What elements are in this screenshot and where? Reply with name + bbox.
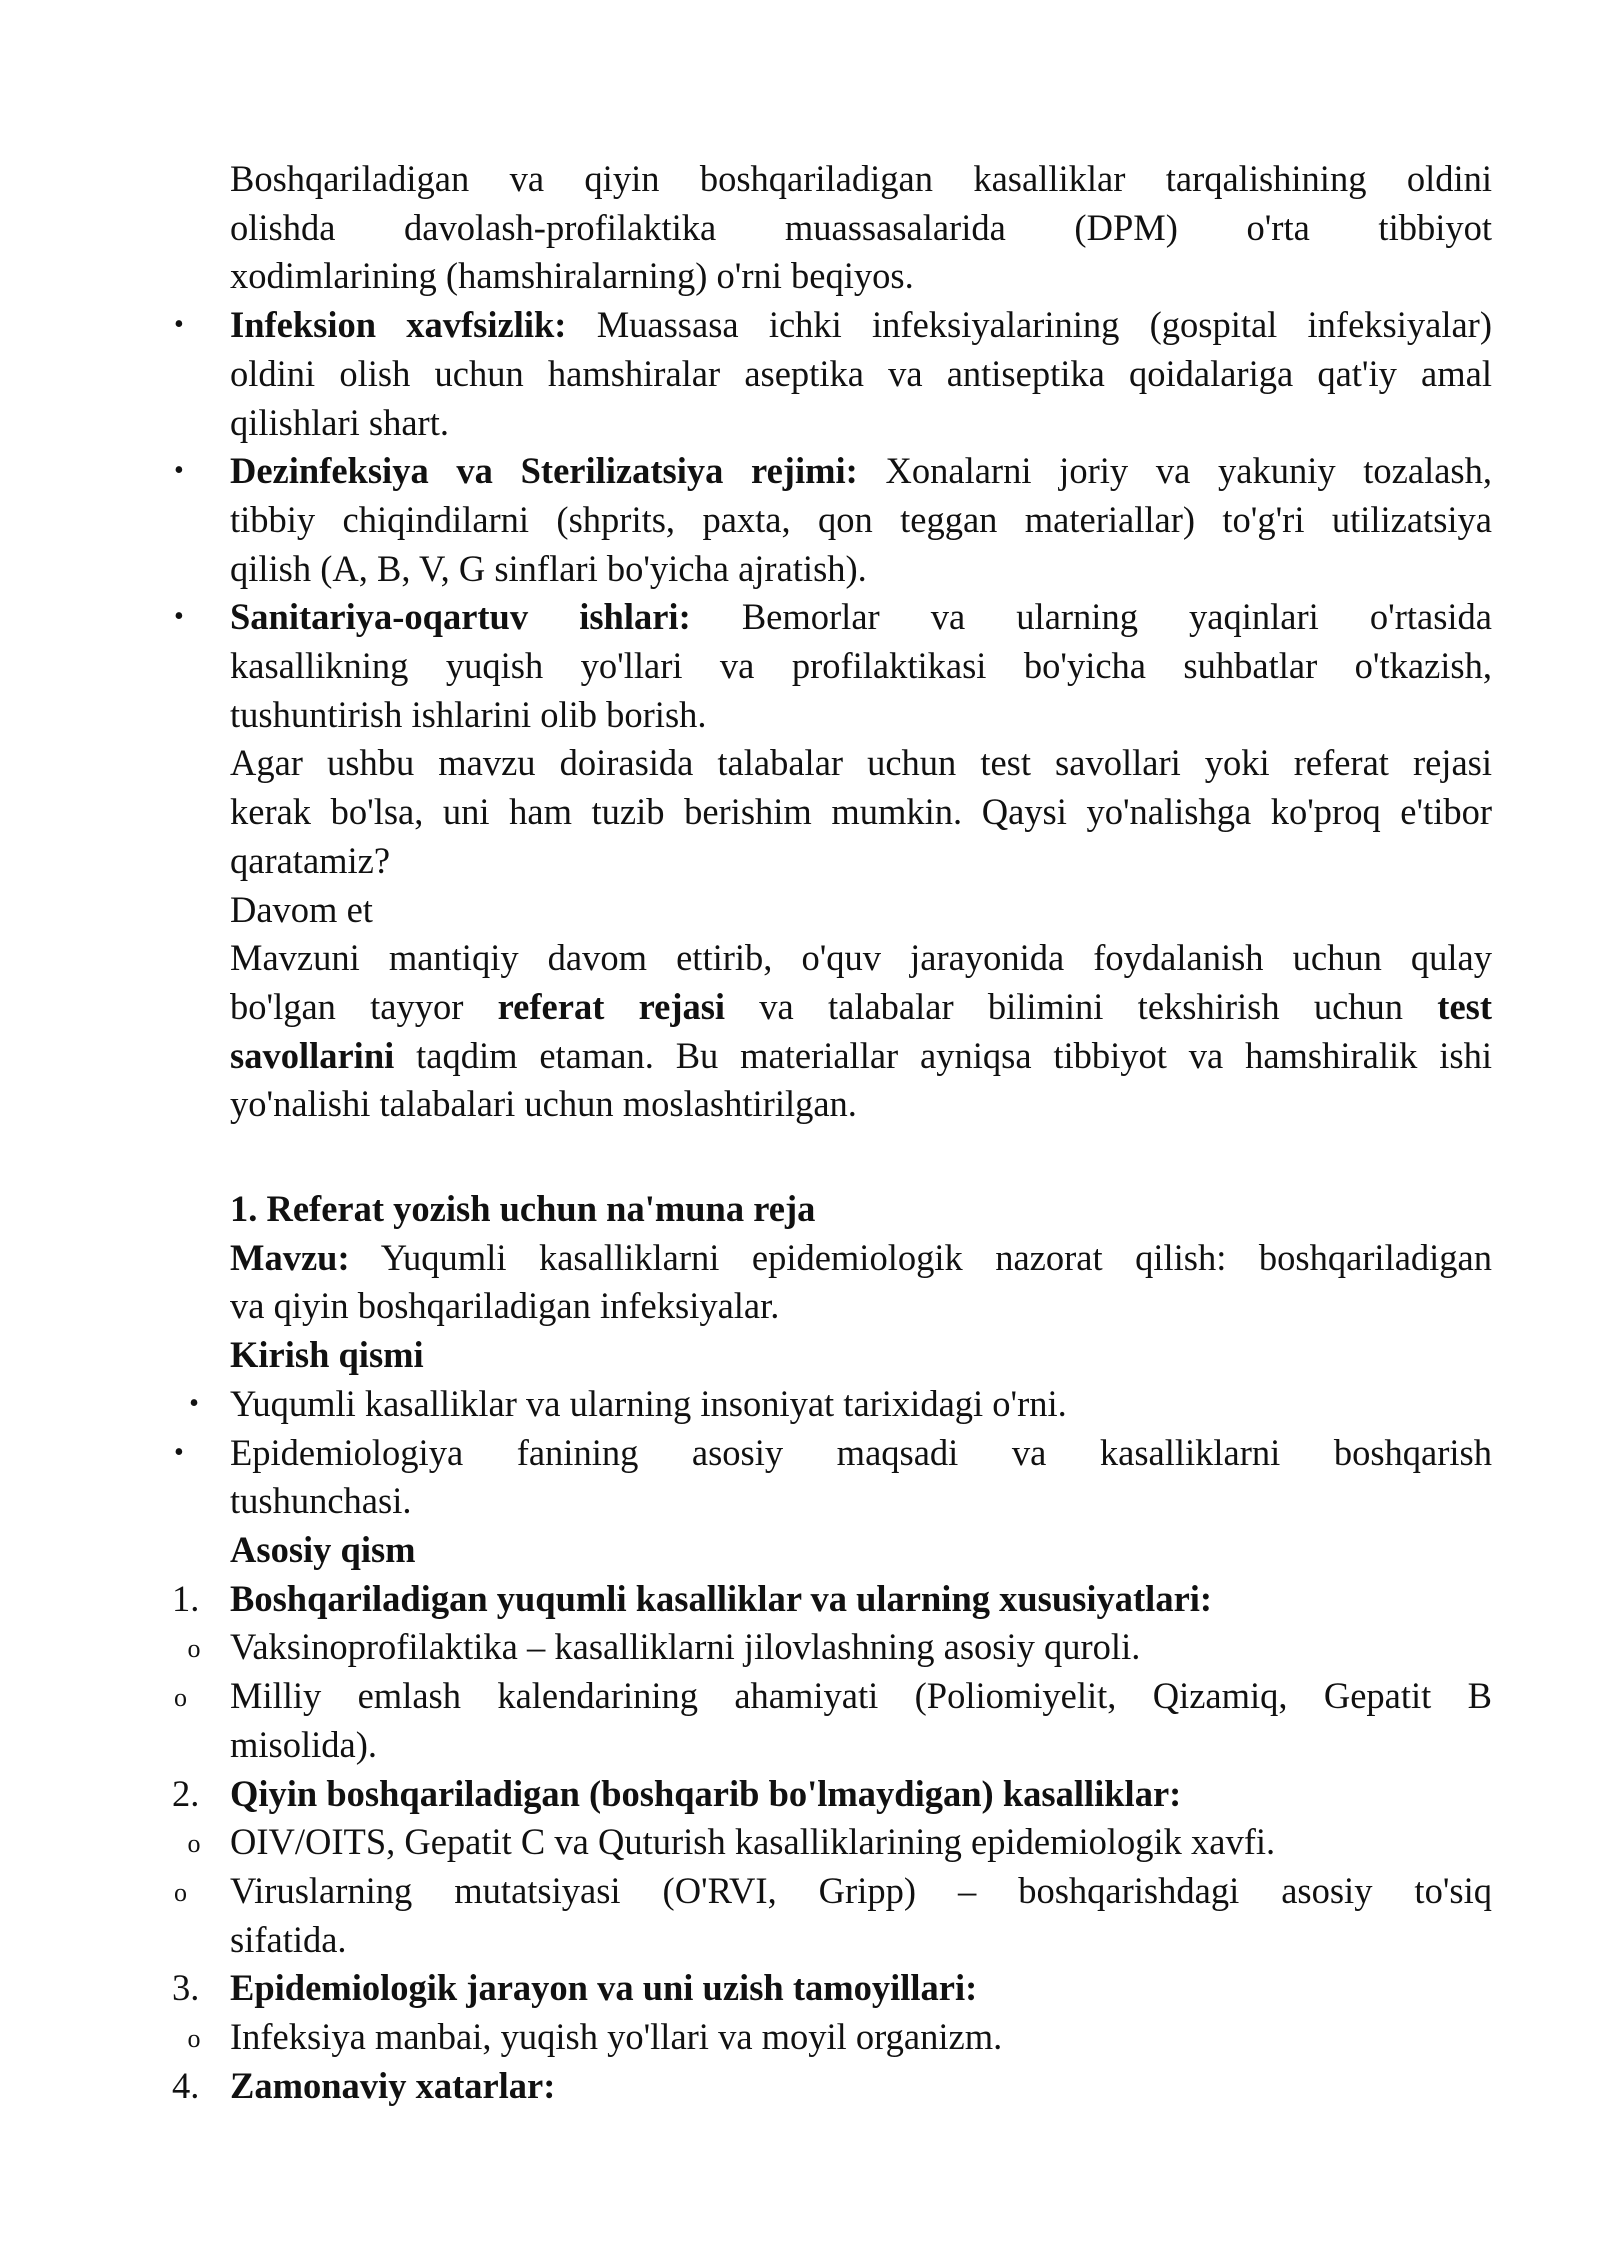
sub-item: o Viruslarning mutatsiyasi (O'RVI, Gripp) – boshqarishdagi asosiy to'siq xyxy=(230,1867,1492,1916)
intro-line: xodimlarining (hamshiralarning) o'rni beqiyos. xyxy=(230,255,914,297)
bullet-marker: • xyxy=(174,601,184,633)
main-item-3 xyxy=(172,1964,1492,2013)
sub-item: o OIV/OITS, Gepatit C va Quturish kasalliklarining epidemiologik xavfi. xyxy=(230,1818,1492,1867)
sub-item: o Infeksiya manbai, yuqish yo'llari va moyil organizm. xyxy=(230,2013,1492,2062)
intro-item-line: tushunchasi. xyxy=(230,1480,412,1522)
bullet-marker: • xyxy=(189,1387,199,1419)
intro-line: Boshqariladigan va qiyin boshqariladigan kasalliklar tarqalishining oldini xyxy=(230,158,1492,199)
topic-line: Mavzu: Yuqumli kasalliklarni epidemiologik nazorat qilish: boshqariladigan xyxy=(230,1236,1492,1278)
main-item-1 xyxy=(172,1575,1492,1624)
document-body xyxy=(172,155,1493,2110)
topic-label: Mavzu: xyxy=(230,1236,350,1278)
circle-marker: o xyxy=(187,2024,201,2054)
circle-marker: o xyxy=(174,1683,187,1713)
main-item-2 xyxy=(172,1770,1492,1819)
item-number: 2. xyxy=(172,1772,200,1814)
main-item-4 xyxy=(172,2062,1492,2111)
spacer xyxy=(230,1129,1492,1185)
response-bold: referat rejasi xyxy=(497,985,726,1027)
item-title: Qiyin boshqariladigan (boshqarib bo'lmaydigan) kasalliklar: xyxy=(230,1772,1182,1814)
intro-line: olishda davolash-profilaktika muassasalarida (DPM) o'rta tibbiyot xyxy=(230,206,1492,248)
topic-line: va qiyin boshqariladigan infeksiyalar. xyxy=(230,1285,780,1327)
intro-heading: Kirish qismi xyxy=(230,1334,424,1376)
bullet-line: tushuntirish ishlarini olib borish. xyxy=(230,693,707,735)
response-line: bo'lgan tayyor referat rejasi va talabalar bilimini tekshirish uchun test xyxy=(230,985,1493,1027)
intro-item: • Epidemiologiya fanining asosiy maqsadi va kasalliklarni boshqarish xyxy=(230,1429,1492,1478)
continue-line: Davom et xyxy=(230,888,373,930)
bullet-dezinfeksiya: • Dezinfeksiya va Sterilizatsiya rejimi: Xonalarni joriy va yakuniy tozalash, xyxy=(230,447,1492,496)
response-line: savollarini taqdim etaman. Bu materiallar ayniqsa tibbiyot va hamshiralik ishi xyxy=(230,1034,1492,1076)
sub-item-line: sifatida. xyxy=(230,1918,347,1960)
bullet-line: kasallikning yuqish yo'llari va profilaktikasi bo'yicha suhbatlar o'tkazish, xyxy=(230,645,1492,687)
sub-item: o Milliy emlash kalendarining ahamiyati (Poliomiyelit, Qizamiq, Gepatit B xyxy=(230,1672,1492,1721)
item-number: 1. xyxy=(172,1577,200,1619)
offer-line: Agar ushbu mavzu doirasida talabalar uchun test savollari yoki referat rejasi xyxy=(230,742,1492,784)
circle-marker: o xyxy=(187,1634,201,1664)
bullet-marker: • xyxy=(174,309,184,341)
circle-marker: o xyxy=(187,1829,201,1859)
circle-marker: o xyxy=(174,1877,187,1907)
offer-line: kerak bo'lsa, uni ham tuzib berishim mumkin. Qaysi yo'nalishga ko'proq e'tibor xyxy=(230,791,1492,833)
bullet-line: tibbiy chiqindilarni (shprits, paxta, qon teggan materiallar) to'g'ri utilizatsiya xyxy=(230,498,1492,540)
bullet-marker: • xyxy=(174,455,184,487)
bullet-sanitariya: • Sanitariya-oqartuv ishlari: Bemorlar va ularning yaqinlari o'rtasida xyxy=(230,593,1492,642)
item-number: 4. xyxy=(172,2064,200,2106)
bullet-marker: • xyxy=(174,1436,184,1468)
sub-item-line: misolida). xyxy=(230,1723,377,1765)
response-line: yo'nalishi talabalari uchun moslashtirilgan. xyxy=(230,1083,857,1125)
offer-line: qaratamiz? xyxy=(230,839,391,881)
bullet-title: Infeksion xavfsizlik: xyxy=(230,304,567,346)
main-heading: Asosiy qism xyxy=(230,1528,416,1570)
bullet-title: Dezinfeksiya va Sterilizatsiya rejimi: xyxy=(230,450,858,492)
intro-item: • Yuqumli kasalliklar va ularning insoniyat tarixidagi o'rni. xyxy=(230,1380,1492,1429)
item-title: Epidemiologik jarayon va uni uzish tamoyillari: xyxy=(230,1967,978,2009)
bullet-title: Sanitariya-oqartuv ishlari: xyxy=(230,596,691,638)
bullet-infeksion-xavfsizlik: • Infeksion xavfsizlik: Muassasa ichki infeksiyalarining (gospital infeksiyalar) xyxy=(230,301,1492,350)
bullet-line: qilish (A, B, V, G sinflari bo'yicha ajratish). xyxy=(230,547,867,589)
response-line: Mavzuni mantiqiy davom ettirib, o'quv jarayonida foydalanish uchun qulay xyxy=(230,937,1492,979)
item-number: 3. xyxy=(172,1967,200,2009)
section-heading: 1. Referat yozish uchun na'muna reja xyxy=(230,1188,816,1230)
item-title: Zamonaviy xatarlar: xyxy=(230,2064,556,2106)
sub-item: o Vaksinoprofilaktika – kasalliklarni jilovlashning asosiy quroli. xyxy=(230,1623,1492,1672)
bullet-line: oldini olish uchun hamshiralar aseptika va antiseptika qoidalariga qat'iy amal xyxy=(230,352,1492,394)
item-title: Boshqariladigan yuqumli kasalliklar va ularning xususiyatlari: xyxy=(230,1577,1213,1619)
bullet-line: qilishlari shart. xyxy=(230,401,449,443)
